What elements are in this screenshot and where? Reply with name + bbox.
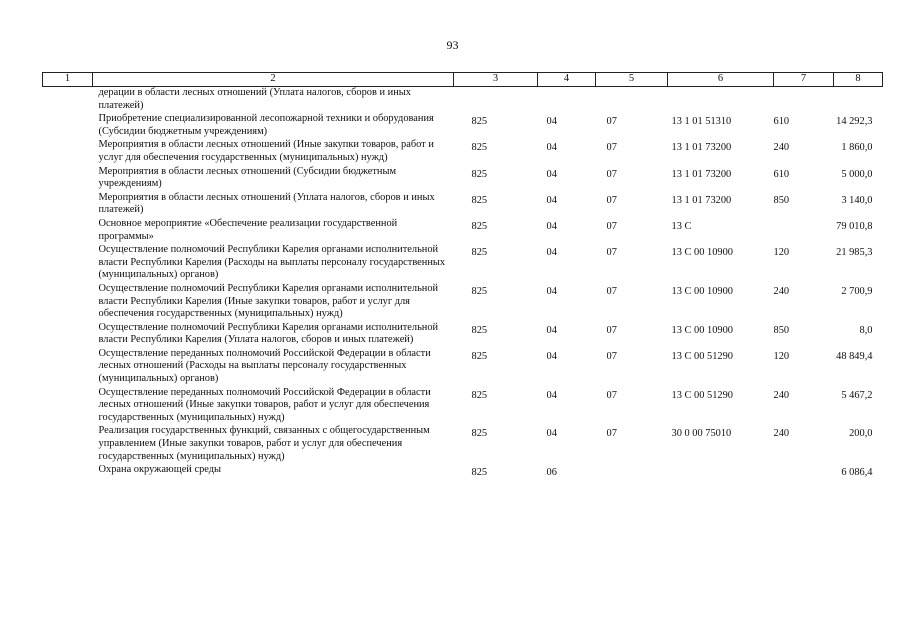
row-target-article: 13 1 01 73200 [671,194,732,206]
row-section: 04 [546,142,557,154]
row-target-article: 13 1 01 73200 [671,168,732,180]
row-section: 04 [546,247,557,259]
row-expense-type: 610 [773,116,790,128]
table-row [43,464,883,481]
row-amount: 48 849,4 [836,350,873,362]
row-admin-code: 825 [471,350,488,362]
row-section: 04 [546,350,557,362]
row-section: 06 [546,467,557,479]
row-description: Осуществление переданных полномочий Российской Федерации в области лесных отношений (Иные закупки товаров, работ и услуг для обеспечения государственных (муниципальных) нужд) [98,386,431,423]
row-amount: 8,0 [859,324,873,336]
row-amount: 14 292,3 [836,116,873,128]
row-admin-code: 825 [471,467,488,479]
header-col-1: 1 [43,73,93,87]
row-description: Осуществление переданных полномочий Российской Федерации в области лесных отношений (Расходы на выплаты персоналу государственных (муниципальных) органов) [98,347,431,385]
row-target-article: 13 С 00 10900 [671,324,733,336]
row-subsection: 07 [606,168,617,180]
row-admin-code: 825 [471,194,488,206]
row-subsection: 07 [606,142,617,154]
table-row [43,139,883,165]
row-expense-type: 240 [773,428,790,440]
table-row [43,387,883,426]
row-description: Мероприятия в области лесных отношений (Иные закупки товаров, работ и услуг для обеспечения государственных (муниципальных) нужд) [98,139,434,163]
row-expense-type [774,87,834,114]
table-row [43,218,883,244]
row-expense-type: 850 [773,324,790,336]
row-target-article [668,464,774,481]
table-row [43,283,883,322]
row-section: 04 [546,168,557,180]
row-col-1 [43,192,93,218]
row-col-1 [43,387,93,426]
row-subsection: 07 [606,220,617,232]
row-col-1 [43,244,93,283]
row-amount: 1 860,0 [841,142,873,154]
row-subsection [596,464,668,481]
row-admin-code [454,87,538,114]
row-subsection: 07 [606,428,617,440]
row-target-article [668,87,774,114]
row-col-1 [43,322,93,348]
row-expense-type: 120 [773,350,790,362]
row-description: Осуществление полномочий Республики Карелия органами исполнительной власти Республики Карелия (Иные закупки товаров, работ и услуг для обеспечения государственных (муниципальных) нужд) [98,282,439,320]
row-subsection: 07 [606,116,617,128]
row-col-1 [43,283,93,322]
header-col-8: 8 [834,73,883,87]
row-expense-type [774,464,834,481]
row-col-1 [43,348,93,387]
row-section: 04 [546,116,557,128]
row-subsection: 07 [606,324,617,336]
row-subsection: 07 [606,285,617,297]
row-target-article: 13 С 00 10900 [671,285,733,297]
row-expense-type: 240 [773,389,790,401]
page-number: 93 [446,38,459,52]
row-target-article: 13 С 00 10900 [671,247,733,259]
row-description: Основное мероприятие «Обеспечение реализации государственной программы» [98,217,398,242]
row-target-article: 13 С 00 51290 [671,389,733,401]
row-target-article: 13 1 01 51310 [671,116,732,128]
row-admin-code: 825 [471,324,488,336]
row-subsection: 07 [606,247,617,259]
row-expense-type: 240 [773,285,790,297]
row-description: Осуществление полномочий Республики Карелия органами исполнительной власти Республики Карелия (Расходы на выплаты персоналу государственных (муниципальных) органов) [98,244,446,281]
row-description: Мероприятия в области лесных отношений (Субсидии бюджетным учреждениям) [98,165,397,190]
row-col-1 [43,166,93,192]
table-row [43,348,883,387]
header-col-5: 5 [596,73,668,87]
row-admin-code: 825 [471,116,488,128]
row-admin-code: 825 [471,389,488,401]
row-col-1 [43,139,93,165]
row-description: Охрана окружающей среды [98,464,222,476]
row-expense-type [774,218,834,244]
row-description: Осуществление полномочий Республики Карелия органами исполнительной власти Республики Карелия (Уплата налогов, сборов и иных платежей) [98,321,439,346]
row-amount: 79 010,8 [836,220,873,232]
row-expense-type: 240 [773,142,790,154]
row-admin-code: 825 [471,285,488,297]
header-col-4: 4 [538,73,596,87]
row-expense-type: 850 [773,194,790,206]
row-subsection: 07 [606,389,617,401]
row-expense-type: 120 [773,247,790,259]
row-section: 04 [546,389,557,401]
table-row [43,113,883,139]
table-header-row [43,73,883,87]
row-col-1 [43,113,93,139]
row-amount: 2 700,9 [841,285,873,297]
row-section: 04 [546,428,557,440]
table-row [43,166,883,192]
row-subsection: 07 [606,194,617,206]
row-section [538,87,596,114]
row-section: 04 [546,194,557,206]
row-subsection: 07 [606,350,617,362]
row-amount: 6 086,4 [841,467,873,479]
row-amount: 21 985,3 [836,247,873,259]
row-admin-code: 825 [471,220,488,232]
header-col-6: 6 [668,73,774,87]
row-amount: 3 140,0 [841,194,873,206]
budget-table-container [42,72,882,481]
row-target-article: 13 1 01 73200 [671,142,732,154]
row-amount [834,87,883,114]
row-admin-code: 825 [471,142,488,154]
header-col-7: 7 [774,73,834,87]
budget-table [42,72,883,481]
row-section: 04 [546,324,557,336]
row-col-1 [43,87,93,114]
row-section: 04 [546,220,557,232]
row-description: Реализация государственных функций, связанных с общегосударственным управлением (Иные закупки товаров, работ и услуг для обеспечения государственных (муниципальных) нужд) [98,425,430,462]
row-subsection [596,87,668,114]
table-row [43,322,883,348]
row-description: дерации в области лесных отношений (Уплата налогов, сборов и иных платежей) [98,87,411,111]
row-amount: 200,0 [849,428,873,440]
table-row [43,425,883,464]
row-description: Приобретение специализированной лесопожарной техники и оборудования (Субсидии бюджетным учреждениям) [98,113,434,137]
row-target-article: 13 С 00 51290 [671,350,733,362]
row-admin-code: 825 [471,168,488,180]
row-target-article: 30 0 00 75010 [671,428,732,440]
row-col-1 [43,425,93,464]
row-description: Мероприятия в области лесных отношений (Уплата налогов, сборов и иных платежей) [98,191,435,216]
row-col-1 [43,464,93,481]
row-admin-code: 825 [471,247,488,259]
row-target-article: 13 С [671,220,692,232]
row-section: 04 [546,285,557,297]
header-col-3: 3 [454,73,538,87]
table-body [43,87,883,481]
header-col-2: 2 [93,73,454,87]
row-expense-type: 610 [773,168,790,180]
row-col-1 [43,218,93,244]
row-admin-code: 825 [471,428,488,440]
table-row [43,192,883,218]
row-amount: 5 000,0 [841,168,873,180]
row-amount: 5 467,2 [841,389,873,401]
table-row [43,87,883,114]
table-row [43,244,883,283]
